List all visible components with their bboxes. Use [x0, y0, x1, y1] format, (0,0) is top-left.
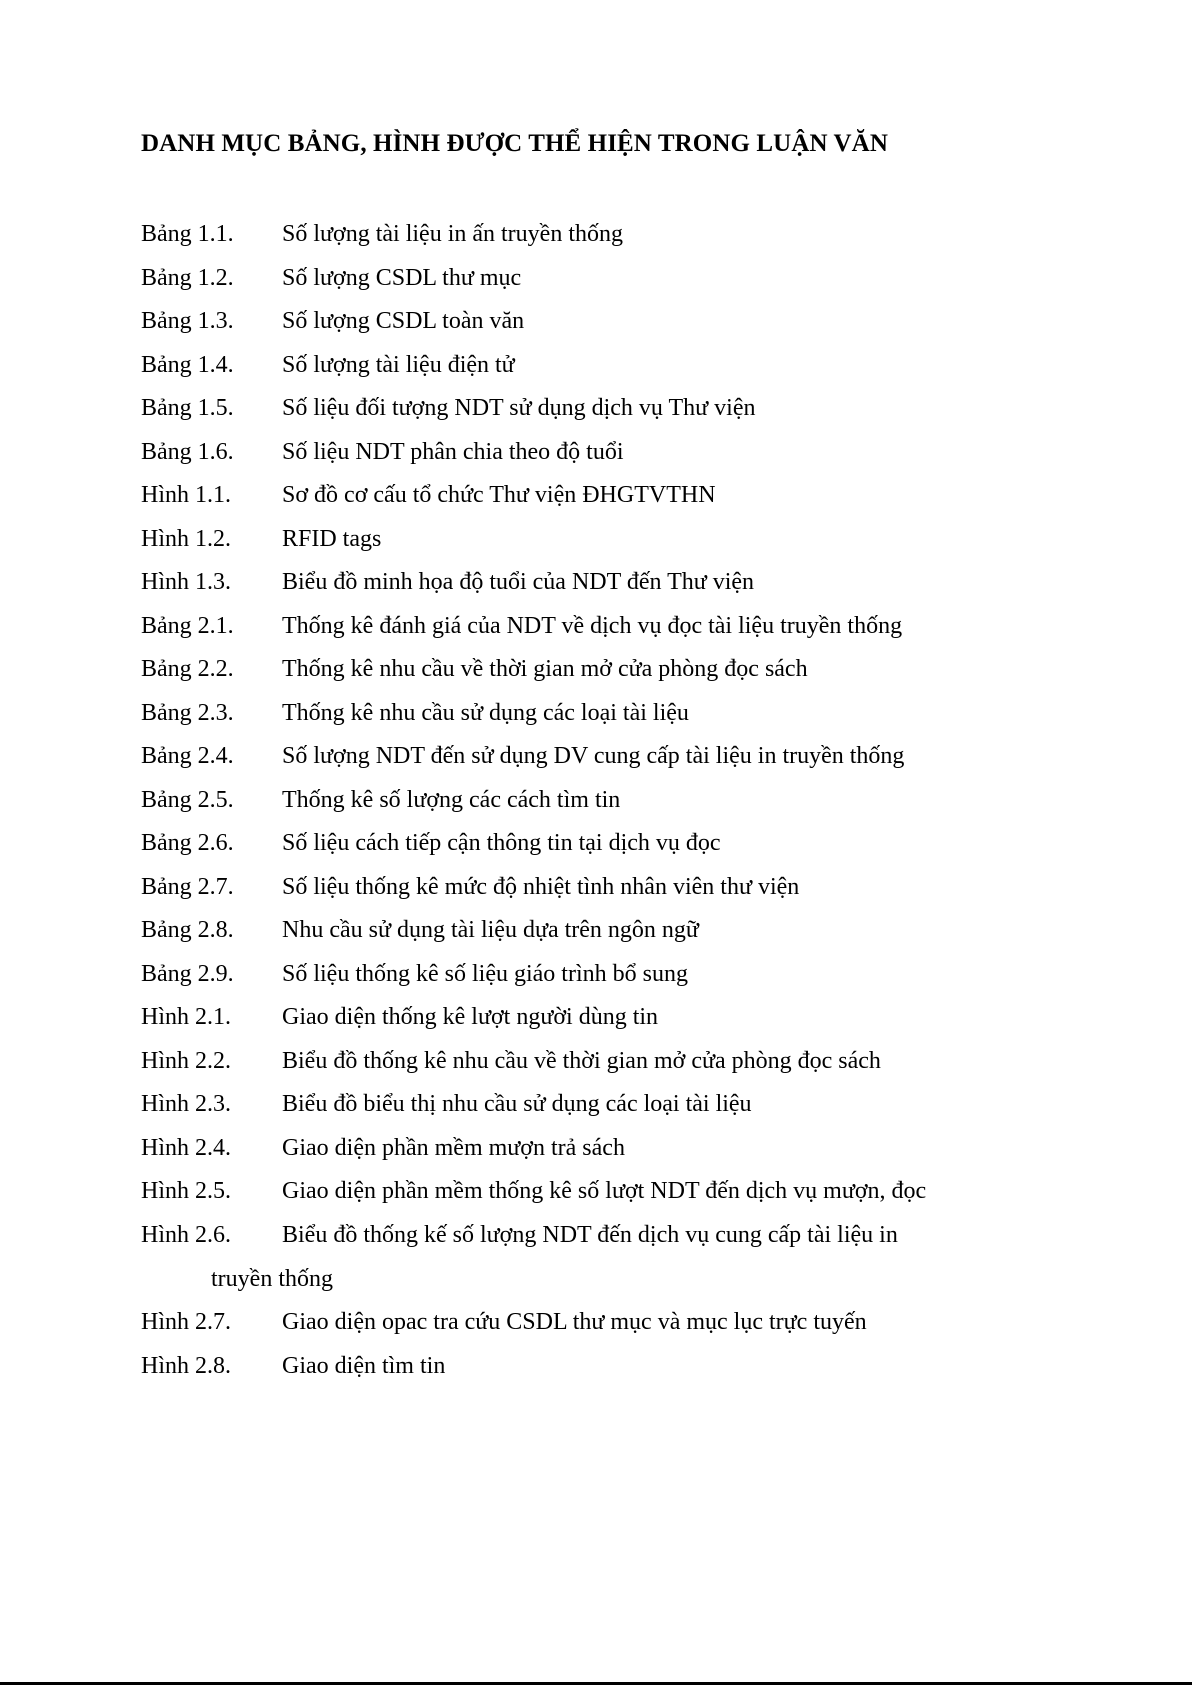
entry-label: Hình 2.6. — [141, 1221, 231, 1248]
list-item — [141, 431, 1101, 475]
list-item — [141, 605, 1101, 649]
list-item — [141, 1040, 1101, 1084]
entry-caption: Số liệu NDT phân chia theo độ tuổi — [282, 438, 624, 465]
list-item — [141, 866, 1101, 910]
list-item — [141, 213, 1101, 257]
entry-caption: Giao diện tìm tin — [282, 1352, 446, 1379]
entry-caption: Thống kê đánh giá của NDT về dịch vụ đọc tài liệu truyền thống — [282, 612, 903, 639]
entry-caption: Giao diện opac tra cứu CSDL thư mục và mục lục trực tuyến — [282, 1309, 867, 1335]
entry-caption: Nhu cầu sử dụng tài liệu dựa trên ngôn ngữ — [282, 917, 699, 943]
list-item — [141, 1083, 1101, 1127]
entry-label: Hình 2.4. — [141, 1134, 231, 1161]
entry-label: Hình 2.7. — [141, 1309, 231, 1335]
entry-caption: Số liệu thống kê số liệu giáo trình bổ sung — [282, 960, 688, 987]
list-item — [141, 1170, 1101, 1214]
list-item — [141, 387, 1101, 431]
list-item — [141, 561, 1101, 605]
entry-caption: Biểu đồ thống kế số lượng NDT đến dịch vụ cung cấp tài liệu in — [282, 1221, 898, 1248]
entry-label: Bảng 2.2. — [141, 656, 234, 682]
entry-label: Bảng 1.6. — [141, 438, 234, 465]
list-item — [141, 1345, 1101, 1389]
entry-caption: Sơ đồ cơ cấu tổ chức Thư viện ĐHGTVTHN — [282, 482, 716, 508]
entry-label: Bảng 1.3. — [141, 308, 234, 334]
entry-caption: Thống kê nhu cầu về thời gian mở cửa phòng đọc sách — [282, 656, 808, 682]
entry-caption: Số lượng tài liệu điện tử — [282, 351, 515, 378]
entry-caption: Số liệu cách tiếp cận thông tin tại dịch vụ đọc — [282, 830, 721, 856]
list-item — [141, 1214, 1101, 1302]
entry-caption: Biểu đồ biểu thị nhu cầu sử dụng các loại tài liệu — [282, 1091, 752, 1117]
page-title: DANH MỤC BẢNG, HÌNH ĐƯỢC THỂ HIỆN TRONG LUẬN VĂN — [141, 130, 888, 157]
entry-caption: Số lượng CSDL thư mục — [282, 264, 522, 291]
list-item — [141, 692, 1101, 736]
entry-label: Bảng 2.4. — [141, 743, 234, 769]
entry-label: Bảng 2.6. — [141, 830, 234, 856]
entry-caption-continuation: truyền thống — [211, 1266, 333, 1292]
entry-label: Hình 2.5. — [141, 1178, 231, 1204]
list-item — [141, 300, 1101, 344]
entry-caption: Giao diện thống kê lượt người dùng tin — [282, 1004, 659, 1030]
entry-label: Bảng 1.5. — [141, 395, 234, 421]
entry-caption: Số liệu thống kê mức độ nhiệt tình nhân viên thư viện — [282, 873, 800, 900]
entry-caption: RFID tags — [282, 525, 382, 552]
entry-caption: Biểu đồ minh họa độ tuổi của NDT đến Thư viện — [282, 569, 755, 595]
entry-label: Bảng 2.8. — [141, 917, 234, 943]
list-item — [141, 648, 1101, 692]
entry-label: Hình 1.1. — [141, 482, 231, 508]
entry-label: Bảng 1.2. — [141, 264, 234, 291]
list-item — [141, 1127, 1101, 1171]
list-item — [141, 518, 1101, 562]
list-item — [141, 822, 1101, 866]
entry-label: Bảng 2.9. — [141, 960, 234, 987]
entry-caption: Giao diện phần mềm mượn trả sách — [282, 1134, 625, 1161]
entry-label: Hình 2.3. — [141, 1091, 231, 1117]
list-item — [141, 344, 1101, 388]
list-item — [141, 953, 1101, 997]
entry-label: Bảng 1.1. — [141, 221, 234, 247]
entry-label: Hình 2.1. — [141, 1004, 231, 1030]
entry-caption: Số liệu đối tượng NDT sử dụng dịch vụ Thư viện — [282, 395, 756, 421]
entry-label: Bảng 2.5. — [141, 786, 234, 813]
entry-caption: Số lượng CSDL toàn văn — [282, 308, 525, 334]
list-item — [141, 257, 1101, 301]
entry-caption: Số lượng tài liệu in ấn truyền thống — [282, 221, 623, 247]
entry-caption: Biểu đồ thống kê nhu cầu về thời gian mở cửa phòng đọc sách — [282, 1047, 881, 1074]
figure-table-list — [141, 213, 1101, 1388]
list-item — [141, 735, 1101, 779]
entry-label: Hình 2.2. — [141, 1047, 231, 1074]
entry-caption: Thống kê nhu cầu sử dụng các loại tài liệu — [282, 699, 689, 726]
entry-label: Bảng 2.3. — [141, 699, 234, 726]
entry-label: Bảng 2.1. — [141, 612, 234, 639]
entry-label: Bảng 2.7. — [141, 873, 234, 900]
entry-label: Hình 1.2. — [141, 525, 231, 552]
entry-label: Bảng 1.4. — [141, 351, 234, 378]
entry-label: Hình 1.3. — [141, 569, 231, 595]
entry-label: Hình 2.8. — [141, 1352, 231, 1379]
list-item — [141, 909, 1101, 953]
entry-caption: Giao diện phần mềm thống kê số lượt NDT đến dịch vụ mượn, đọc — [282, 1178, 927, 1204]
list-item — [141, 1301, 1101, 1345]
entry-caption: Số lượng NDT đến sử dụng DV cung cấp tài liệu in truyền thống — [282, 743, 905, 769]
list-item — [141, 474, 1101, 518]
entry-caption: Thống kê số lượng các cách tìm tin — [282, 786, 621, 813]
list-item — [141, 779, 1101, 823]
list-item — [141, 996, 1101, 1040]
